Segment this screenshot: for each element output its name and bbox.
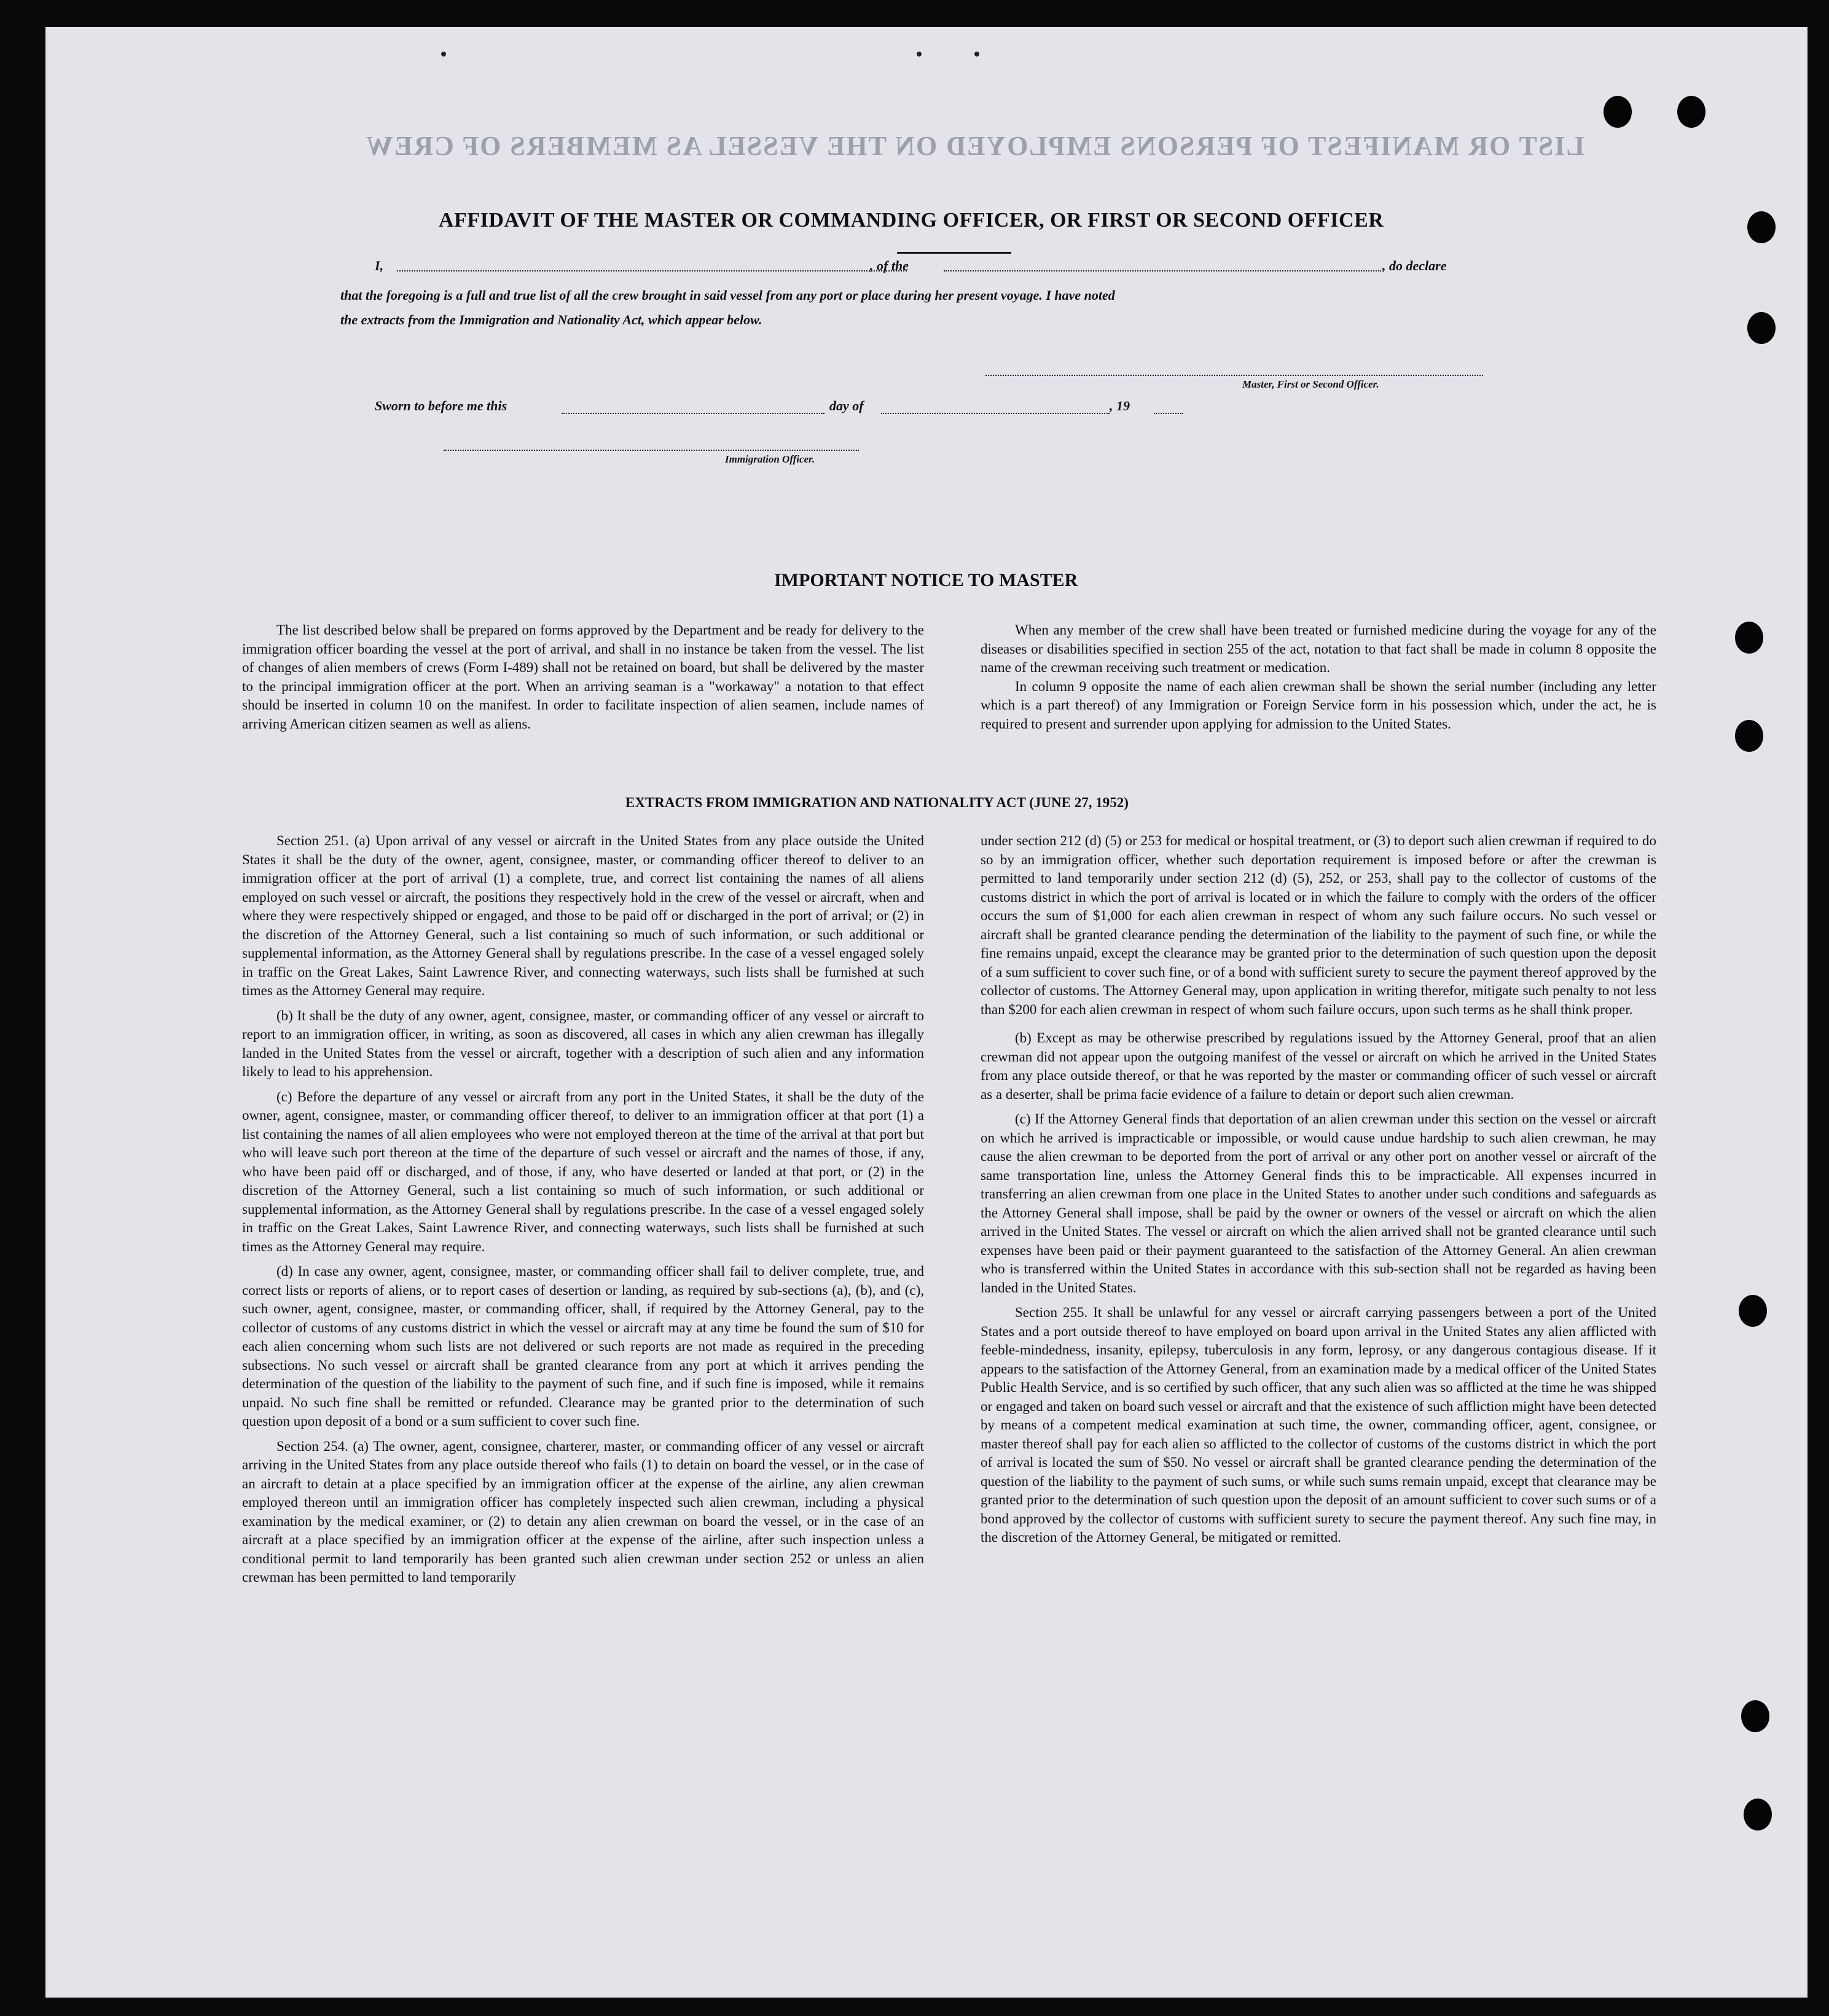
section-254-b: (b) Except as may be otherwise prescribed by regulations issued by the Attorney General, proof that an alien crewman did not appear upon the outgoing manifest of the vessel or aircraft on which he arrived in the United States from any place outside thereof, or that he was reported by the master or commanding officer of such vessel or aircraft as a deserter, shall be prima facie evidence of a failure to detain or deport such alien crewman. [981, 1030, 1656, 1102]
section-251-c: (c) Before the departure of any vessel or aircraft from any port in the United States, it shall be the duty of the owner, agent, consignee, master, or commanding officer thereof, to deliver to an immigration officer at that port (1) a list containing the names of all alien employees who were not employed thereon at the time of the arrival at that port but who will leave such port thereon at the time of the departure of such vessel or aircraft and the names of those, if any, who have been paid off or discharged, and of those, if any, who have deserted or landed at that port, or (2) in the discretion of the Attorney General, such a list containing so much of such information, or such additional or supplemental information, as the Attorney General shall by regulations prescribe. In the case of a vessel engaged solely in traffic on the Great Lakes, Saint Lawrence River, and connecting waterways, such lists shall be furnished at such times as the Attorney General may require. [242, 1088, 924, 1254]
section-251-b: (b) It shall be the duty of any owner, agent, consignee, master, or commanding officer of any vessel or aircraft to report to an immigration officer, in writing, as soon as discovered, all cases in which any alien crewman has illegally landed in the United States from the vessel or aircraft, together with a description of such alien and any information likely to lead to his apprehension. [242, 1007, 924, 1079]
section-255: Section 255. It shall be unlawful for any vessel or aircraft carrying passengers between a port of the United States and a port outside thereof to have employed on board upon arrival in the United States any alien afflicted with feeble-mindedness, insanity, epilepsy, tuberculosis in any form, leprosy, or any dangerous contagious disease. If it appears to the satisfaction of the Attorney General, from an examination made by a medical officer of the United States Public Health Service, and is so certified by such officer, that any such alien was so afflicted at the time he was shipped or engaged and taken on board such vessel or aircraft and that the existence of such affliction might have been detected by means of a competent medical examination at such time, the owner, commanding officer, agent, consignee, or master thereof shall pay for each alien so afflicted to the collector of customs of the customs district in which the port of arrival is located the sum of $50. No vessel or aircraft shall be granted clearance pending the determination of the question of the liability to the payment of such sums, or while such sums remain unpaid, except that clearance may be granted prior to the determination of such question upon the deposit of an amount sufficient to cover such sums or of a bond approved by the collector of customs with sufficient surety to secure the payment thereof. Any such fine may, in the discretion of the Attorney General, be mitigated or remitted. [981, 1305, 1656, 1545]
title-rule [897, 252, 1011, 254]
punch-hole [1747, 211, 1776, 243]
speck [917, 52, 922, 57]
punch-hole [1735, 720, 1763, 752]
affidavit-title: AFFIDAVIT OF THE MASTER OR COMMANDING OFFICER, OR FIRST OR SECOND OFFICER [439, 209, 1384, 232]
sworn-month-field[interactable] [881, 413, 1110, 414]
notice-left-column [242, 621, 924, 740]
section-254-a: Section 254. (a) The owner, agent, consignee, charterer, master, or commanding officer of any vessel or aircraft arriving in the United States from any place outside thereof who fails (1) to detain on board the vessel, or in the case of an aircraft to detain at a place specified by an immigration officer at the expense of the airline, any alien crewman employed thereon until an immigration officer has completely inspected such alien crewman, including a physical examination by the medical examiner, or (2) to detain any alien crewman on board the vessel, or in the case of an aircraft at a place specified by an immigration officer at the expense of the airline, after such inspection unless a conditional permit to land temporarily has been granted such alien crewman under section 252 or unless an alien crewman has been permitted to land temporarily [242, 1438, 924, 1585]
punch-hole [1744, 1799, 1772, 1830]
section-251-a: Section 251. (a) Upon arrival of any vessel or aircraft in the United States from any place outside the United States it shall be the duty of the owner, agent, consignee, master, or commanding officer thereof to deliver to an immigration officer at the port of arrival (1) a complete, true, and correct list containing the names of all aliens employed on such vessel or aircraft, the positions they respectively hold in the crew of the vessel or aircraft, when and where they were respectively shipped or engaged, and those to be paid off or discharged in the port of arrival; or (2) in the discretion of the Attorney General, such a list containing so much of such information, or such additional or supplemental information, as the Attorney General shall by regulations prescribe. In the case of a vessel engaged solely in traffic on the Great Lakes, Saint Lawrence River, and connecting waterways, such lists shall be furnished at such times as the Attorney General may require. [242, 833, 924, 998]
section-251-d: (d) In case any owner, agent, consignee, master, or commanding officer shall fail to deliver complete, true, and correct lists or reports of aliens, or to report cases of desertion or landing, as required by sub-sections (a), (b), and (c), such owner, agent, consignee, master, or commanding officer, shall, if required by the Attorney General, pay to the collector of customs of any customs district in which the vessel or aircraft may at any time be found the sum of $10 for each alien concerning whom such lists are not delivered or such reports are not made as required in the preceding subsections. No such vessel or aircraft shall be granted clearance from any port at which it arrives pending the determination of the question of the liability to the payment of such fine, and if such fine is imposed, while it remains unpaid. No such fine shall be remitted or refunded. Clearance may be granted prior to the determination of such question upon deposit of a bond or a sum sufficient to cover such fine. [242, 1264, 924, 1429]
extracts-right-column [981, 832, 1656, 1553]
section-254-c: (c) If the Attorney General finds that deportation of an alien crewman under this section on the vessel or aircraft on which he arrived is impracticable or impossible, or would cause undue hardship to such alien crewman, he may cause the alien crewman to be deported from the port of arrival or any other port on another vessel or aircraft of the same transportation line, unless the Attorney General finds this to be impracticable. All expenses incurred in transferring an alien crewman from one place in the United States to another under such conditions and safeguards as the Attorney General shall impose, shall be paid by the owner or owners of the vessel or aircraft on which the alien arrived in the United States. The vessel or aircraft on which the alien arrived shall not be granted clearance until such expenses have been paid or their payment guaranteed to the satisfaction of the Attorney General. An alien crewman who is transferred within the United States in accordance with this sub-section shall not be regarded as having been landed in the United States. [981, 1111, 1656, 1295]
punch-hole [1741, 1700, 1769, 1732]
sworn-year-field[interactable] [1154, 413, 1183, 414]
extracts-left-column [242, 832, 924, 1593]
vessel-name-field[interactable] [944, 270, 1381, 272]
affidavit-of-the: , of the [870, 258, 909, 273]
master-signature-label: Master, First or Second Officer. [1242, 378, 1379, 390]
notice-right-column [981, 621, 1656, 733]
punch-hole [1677, 96, 1706, 128]
punch-hole [1735, 622, 1763, 654]
affidavit-statement: that the foregoing is a full and true list of all the crew brought in said vessel from any port or place during her present voyage. I have noted [340, 287, 1115, 303]
officer-signature-label: Immigration Officer. [725, 453, 815, 465]
sworn-date-field[interactable] [562, 413, 824, 414]
officer-signature-field[interactable] [444, 450, 859, 451]
bleed-through-text: LIST OR MANIFEST OF PERSONS EMPLOYED ON THE VESSEL AS MEMBERS OF CREW [365, 131, 1584, 161]
notice-paragraph: The list described below shall be prepared on forms approved by the Department and be ready for delivery to the immigration officer boarding the vessel at the port of arrival, and shall in no instance be taken from the vessel. The list of changes of alien members of crews (Form I-489) shall not be retained on board, but shall be delivered by the master to the principal immigration officer at the port. When an arriving seaman is a "workaway" a notation to that effect should be inserted in column 10 on the manifest. In order to facilitate inspection of alien seamen, include names of arriving American citizen seamen as well as aliens. [242, 622, 924, 732]
notice-paragraph: In column 9 opposite the name of each alien crewman shall be shown the serial number (including any letter which is a part thereof) of any Immigration or Foreign Service form in his possession which, under the act, he is required to present and surrender upon applying for admission to the United States. [981, 678, 1656, 732]
notice-paragraph: When any member of the crew shall have been treated or furnished medicine during the voyage for any of the diseases or disabilities specified in section 255 of the act, notation to that fact shall be made in column 8 opposite the name of the crewman receiving such treatment or medication. [981, 622, 1656, 675]
punch-hole [1739, 1295, 1767, 1327]
sworn-label: Sworn to before me this [375, 398, 507, 413]
affidavit-statement-2: the extracts from the Immigration and Nationality Act, which appear below. [340, 312, 762, 327]
notice-title: IMPORTANT NOTICE TO MASTER [774, 570, 1078, 590]
punch-hole [1747, 312, 1776, 344]
affidavit-declare: , do declare [1382, 258, 1447, 273]
affidavit-i: I, [375, 258, 384, 273]
speck [441, 52, 446, 57]
master-signature-field[interactable] [985, 375, 1483, 376]
extracts-title: EXTRACTS FROM IMMIGRATION AND NATIONALITY ACT (JUNE 27, 1952) [625, 795, 1129, 810]
section-254-a-continued: under section 212 (d) (5) or 253 for medical or hospital treatment, or (3) to deport such alien crewman if required to do so by an immigration officer, whether such deportation requirement is imposed before or after the crewman is permitted to land temporarily under section 212 (d) (5), 252, or 253, shall pay to the collector of customs of the customs district in which the port of arrival is located or in which the failure to comply with the orders of the officer occurs the sum of $1,000 for each alien crewman in respect of whom any such failure occurs. No such vessel or aircraft shall be granted clearance pending the determination of the liability to the payment of such fine, or while the fine remains unpaid, except the clearance may be granted prior to the determination of such question upon the deposit of a sum sufficient to cover such fine, or of a bond with sufficient surety to secure the payment thereof approved by the collector of customs. The Attorney General may, upon application in writing therefor, mitigate such penalty to not less than $200 for each alien crewman in respect of whom such failure occurs, upon such terms as he shall think proper. [981, 833, 1656, 1017]
day-of-label: day of [829, 398, 864, 413]
speck [974, 52, 979, 57]
declarant-name-field[interactable] [397, 270, 907, 272]
year-label: , 19 [1110, 398, 1130, 413]
document-page [45, 27, 1807, 1998]
punch-hole [1604, 96, 1632, 128]
